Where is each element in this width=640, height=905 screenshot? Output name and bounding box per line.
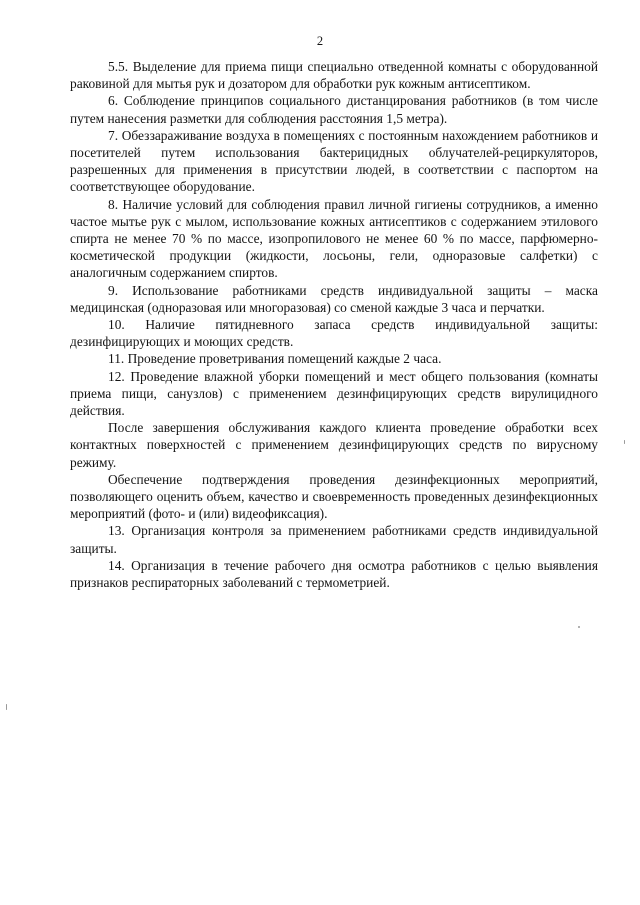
paragraph-8: 8. Наличие условий для соблюдения правил личной гигиены сотрудников, а именно частое мытье рук с мылом, использование кожных антисептиков с содержанием этилового спирта не менее 70 % по массе, изопропилового не менее 60 % по массе, парфюмерно-косметической продукции (жидкости, лосьоны, гели, одноразовые салфетки) с аналогичным содержанием спиртов. xyxy=(70,196,598,281)
paragraph-13: 13. Организация контроля за применением работниками средств индивидуальной защиты. xyxy=(70,523,598,556)
paragraph-5-5: 5.5. Выделение для приема пищи специально отведенной комнаты с оборудованной раковиной для мытья рук и дозатором для обработки рук кожным антисептиком. xyxy=(70,59,598,92)
paragraph-6: 6. Соблюдение принципов социального дистанцирования работников (в том числе путем нанесения разметки для соблюдения расстояния 1,5 метра). xyxy=(70,93,598,126)
paragraph-7: 7. Обеззараживание воздуха в помещениях с постоянным нахождением работников и посетителей путем использования бактерицидных облучателей-рециркуляторов, разрешенных для применения в присутствии людей, в соответствии с паспортом на соответствующее оборудование. xyxy=(70,127,598,195)
paragraph-11: 11. Проведение проветривания помещений каждые 2 часа. xyxy=(108,351,442,367)
scan-speck xyxy=(578,626,580,628)
paragraph-12: 12. Проведение влажной уборки помещений и мест общего пользования (комнаты приема пищи, санузлов) с применением дезинфицирующих средств вирулицидного действия. xyxy=(70,368,598,419)
page-number: 2 xyxy=(316,34,324,48)
document-body xyxy=(70,58,598,591)
paragraph-9: 9. Использование работниками средств индивидуальной защиты – маска медицинская (одноразовая или многоразовая) со сменой каждые 3 часа и перчатки. xyxy=(70,282,598,315)
scan-speck xyxy=(6,704,7,710)
paragraph-confirmation: Обеспечение подтверждения проведения дезинфекционных мероприятий, позволяющего оценить объем, качество и своевременность проведенных дезинфекционных мероприятий (фото- и (или) видеофиксация). xyxy=(70,471,598,522)
scan-speck xyxy=(624,440,625,444)
paragraph-10: 10. Наличие пятидневного запаса средств индивидуальной защиты: дезинфицирующих и моющих средств. xyxy=(70,317,598,350)
paragraph-after-service: После завершения обслуживания каждого клиента проведение обработки всех контактных поверхностей с применением дезинфицирующих средств по вирусному режиму. xyxy=(70,420,598,470)
paragraph-14: 14. Организация в течение рабочего дня осмотра работников с целью выявления признаков респираторных заболеваний с термометрией. xyxy=(70,557,598,591)
